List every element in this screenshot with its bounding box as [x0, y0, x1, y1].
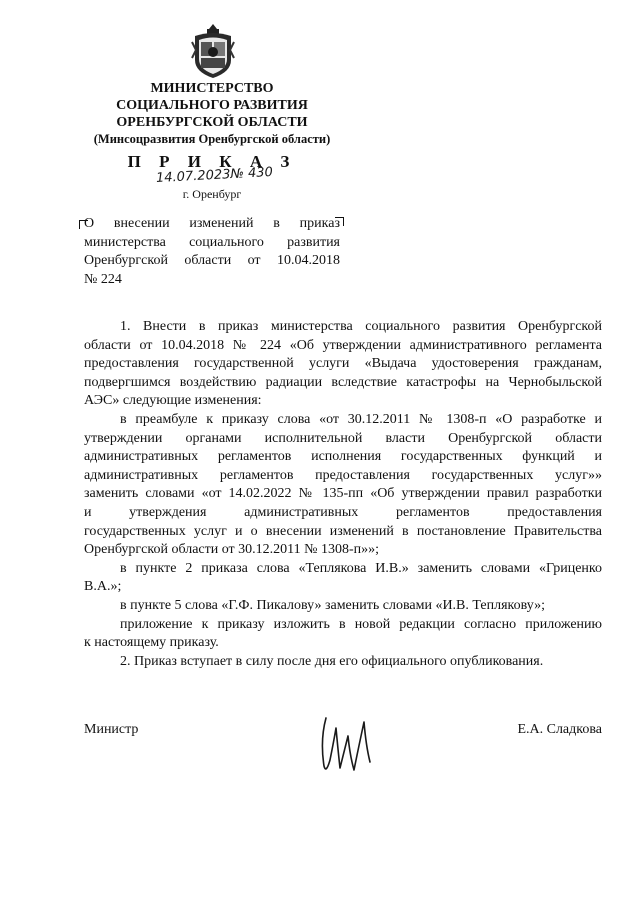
ministry-name-line-2: СОЦИАЛЬНОГО РАЗВИТИЯ: [116, 98, 308, 113]
body-line: в пункте 5 слова «Г.Ф. Пикалову» заменить словами «И.В. Теплякову»;: [120, 597, 546, 613]
body-line: подвергшимся воздействию радиации вследствие катастрофы на Чернобыльской: [84, 374, 602, 390]
body-line: утверждении органами исполнительной власти Оренбургской области: [84, 430, 602, 446]
body-line: к настоящему приказу.: [84, 635, 219, 651]
signer-position: Министр: [84, 722, 139, 737]
body-line: приложение к приказу изложить в новой редакции согласно приложению: [120, 616, 602, 632]
coat-of-arms-icon: [190, 22, 236, 80]
corner-bracket-right: [335, 217, 344, 226]
handwritten-date-number: 14.07.2023№ 430: [155, 164, 274, 187]
document-subject: [84, 215, 340, 289]
signer-name: Е.А. Сладкова: [517, 722, 602, 737]
body-line: в пункте 2 приказа слова «Теплякова И.В.» заменить словами «Гриценко: [120, 560, 602, 576]
ministry-short-name: (Минсоцразвития Оренбургской области): [93, 132, 331, 146]
corner-bracket-left: [79, 220, 88, 229]
body-line: В.А.»;: [84, 579, 122, 595]
body-line: государственных услуг и о внесении изменений в постановление Правительства: [84, 523, 602, 539]
body-line: 1. Внести в приказ министерства социального развития Оренбургской: [120, 319, 602, 334]
subject-line: № 224: [84, 271, 122, 287]
body-line: 2. Приказ вступает в силу после дня его официального опубликования.: [120, 653, 544, 669]
subject-line: министерства социального развития: [84, 234, 340, 250]
ministry-name-line-3: ОРЕНБУРГСКОЙ ОБЛАСТИ: [116, 115, 308, 130]
ministry-name-line-1: МИНИСТЕРСТВО: [150, 81, 274, 96]
city-name: г. Оренбург: [182, 187, 242, 201]
body-line: Оренбургской области от 30.12.2011 № 1308-п»»;: [84, 542, 380, 558]
subject-line: О внесении изменений в приказ: [84, 216, 340, 231]
body-line: АЭС» следующие изменения:: [84, 393, 262, 409]
body-line: в преамбуле к приказу слова «от 30.12.2011 № 1308-п «О разработке и: [120, 411, 602, 427]
body-line: и утверждения административных регламентов предоставления: [84, 504, 602, 520]
body-line: административных регламентов предоставления государственных услуг»»: [84, 467, 602, 483]
body-line: предоставления государственной услуги «Выдача удостоверения гражданам,: [84, 356, 602, 372]
body-line: области от 10.04.2018 № 224 «Об утверждении административного регламента: [84, 337, 602, 353]
document-type-title: П Р И К А З: [127, 152, 297, 171]
handwritten-signature: [312, 700, 382, 780]
subject-line: Оренбургской области от 10.04.2018: [84, 253, 340, 268]
body-line: административных регламентов исполнения государственных функций и: [84, 449, 602, 465]
body-line: заменить словами «от 14.02.2022 № 135-пп «Об утверждении правил разработки: [84, 486, 602, 502]
document-body: [84, 318, 602, 671]
